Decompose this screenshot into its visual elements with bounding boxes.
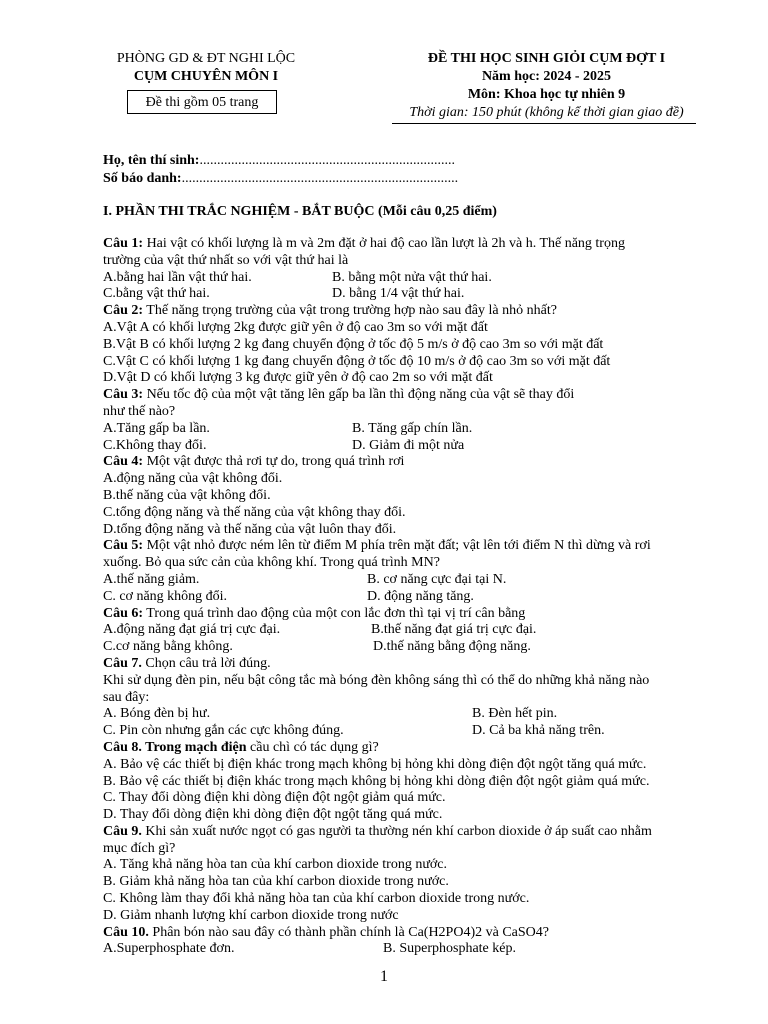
q6-option-d: D.thế năng bằng động năng. — [373, 639, 531, 655]
question-4 — [103, 454, 713, 471]
q5-line1: Một vật nhỏ được ném lên từ điểm M phía trên mặt đất; vật lên tới điểm N thì dừng và rơi — [143, 538, 651, 554]
student-id-line — [103, 170, 663, 188]
section-title: I. PHẦN THI TRẮC NGHIỆM - BẮT BUỘC (Mỗi câu 0,25 điểm) — [103, 204, 497, 219]
q3-option-d: D. Giảm đi một nửa — [352, 437, 465, 453]
q7-text: Chọn câu trả lời đúng. — [141, 655, 271, 671]
q6-text: Trong quá trình dao động của một con lắc đơn thì tại vị trí cân bằng — [143, 605, 526, 621]
q5-option-d: D. động năng tăng. — [367, 588, 474, 604]
q5-options-ab — [103, 572, 713, 589]
q3-option-b: B. Tăng gấp chín lần. — [352, 420, 473, 436]
q5-option-a: A.thế năng giảm. — [103, 571, 200, 587]
school-year: Năm học: 2024 - 2025 — [481, 69, 612, 84]
q4-option-d: D.tổng động năng và thế năng của vật luôn thay đổi. — [103, 521, 397, 537]
q10-text: Phân bón nào sau đây có thành phần chính là Ca(H2PO4)2 và CaSO4? — [148, 924, 549, 940]
question-3 — [103, 387, 713, 404]
q4-label: Câu 4: — [103, 454, 144, 470]
subject: Môn: Khoa học tự nhiên 9 — [467, 87, 626, 102]
q6-option-b: B.thế năng đạt giá trị cực đại. — [371, 622, 537, 638]
student-name-dots: ......................................................................... — [199, 153, 455, 168]
q9-option-a: A. Tăng khả năng hòa tan của khí carbon dioxide trong nước. — [103, 857, 448, 873]
student-id-label: Số báo danh: — [103, 171, 182, 186]
q3-options-ab — [103, 421, 713, 438]
q10-option-b: B. Superphosphate kép. — [383, 941, 516, 957]
header-left — [96, 50, 316, 86]
q2-option-b: B.Vật B có khối lượng 2 kg đang chuyển động ở tốc độ 5 m/s ở độ cao 3m so với mặt đất — [103, 336, 604, 352]
q1-options-ab — [103, 270, 713, 287]
q2-option-c: C.Vật C có khối lượng 1 kg đang chuyển động ở tốc độ 10 m/s ở độ cao 3m so với mặt đất — [103, 353, 611, 369]
duration: Thời gian: 150 phút (không kể thời gian giao đề) — [409, 105, 684, 120]
q1-option-a: A.bằng hai lần vật thứ hai. — [103, 269, 252, 285]
q7-label: Câu 7. — [103, 655, 142, 671]
q2-option-d: D.Vật D có khối lượng 3 kg được giữ yên ở độ cao 2m so với mặt đất — [103, 370, 493, 386]
q7-options-cd — [103, 723, 713, 740]
q6-options-cd — [103, 639, 713, 656]
q9-line2: mục đích gì? — [103, 840, 176, 856]
q1-option-d: D. bằng 1/4 vật thứ hai. — [332, 286, 465, 302]
exam-title: ĐỀ THI HỌC SINH GIỎI CỤM ĐỢT I — [427, 51, 666, 66]
q1-line2: trường của vật thứ nhất so với vật thứ hai là — [103, 252, 349, 268]
q1-options-cd — [103, 286, 713, 303]
header-divider — [392, 123, 696, 124]
q5-option-b: B. cơ năng cực đại tại N. — [367, 571, 507, 587]
q1-option-c: C.bằng vật thứ hai. — [103, 286, 210, 302]
q8-label: Câu 8. Trong mạch điện — [103, 739, 247, 755]
q3-options-cd — [103, 438, 713, 455]
unit-name: CỤM CHUYÊN MÔN I — [133, 69, 279, 84]
q7-option-c: C. Pin còn nhưng gắn các cực không đúng. — [103, 723, 344, 739]
q2-option-a: A.Vật A có khối lượng 2kg được giữ yên ở độ cao 3m so với mặt đất — [103, 319, 488, 335]
q8-option-d: D. Thay đổi dòng điện khi dòng điện đột ngột tăng quá mức. — [103, 807, 443, 823]
q2-text: Thế năng trọng trường của vật trong trường hợp nào sau đây là nhỏ nhất? — [143, 303, 557, 319]
q7-line1: Khi sử dụng đèn pin, nếu bật công tắc mà bóng đèn không sáng thì có thể do những khả năng nào — [103, 672, 650, 688]
question-7 — [103, 656, 713, 673]
q9-option-b: B. Giảm khả năng hòa tan của khí carbon dioxide trong nước. — [103, 874, 449, 890]
q9-option-c: C. Không làm thay đổi khả năng hòa tan của khí carbon dioxide trong nước. — [103, 891, 530, 907]
q6-option-a: A.động năng đạt giá trị cực đại. — [103, 622, 281, 638]
question-6 — [103, 606, 713, 623]
pages-note-box: Đề thi gồm 05 trang — [127, 90, 277, 114]
student-name-line — [103, 152, 663, 170]
q10-option-a: A.Superphosphate đơn. — [103, 941, 235, 957]
q5-options-cd — [103, 589, 713, 606]
q9-option-d: D. Giảm nhanh lượng khí carbon dioxide trong nước — [103, 907, 399, 923]
q5-line2: xuống. Bỏ qua sức cản của không khí. Trong quá trình MN? — [103, 555, 440, 571]
page-number: 1 — [380, 968, 388, 985]
question-5 — [103, 538, 713, 555]
q10-options-ab — [103, 941, 713, 958]
q7-option-a: A. Bóng đèn bị hư. — [103, 706, 211, 722]
q1-option-b: B. bằng một nửa vật thứ hai. — [332, 269, 492, 285]
question-2 — [103, 303, 713, 320]
questions-body — [103, 236, 713, 958]
q6-options-ab — [103, 622, 713, 639]
department-name: PHÒNG GD & ĐT NGHI LỘC — [116, 51, 296, 66]
q4-text: Một vật được thả rơi tự do, trong quá trình rơi — [143, 454, 405, 470]
q4-option-a: A.động năng của vật không đổi. — [103, 471, 283, 487]
q3-option-c: C.Không thay đổi. — [103, 437, 207, 453]
q7-option-b: B. Đèn hết pin. — [472, 706, 558, 722]
q10-label: Câu 10. — [103, 924, 149, 940]
header-right — [384, 50, 709, 122]
q9-label: Câu 9. — [103, 823, 142, 839]
student-name-label: Họ, tên thí sinh: — [103, 153, 200, 168]
q7-option-d: D. Cả ba khả năng trên. — [472, 723, 605, 739]
question-10 — [103, 925, 713, 942]
q3-line1: Nếu tốc độ của một vật tăng lên gấp ba lần thì động năng của vật sẽ thay đổi — [143, 387, 575, 403]
q3-option-a: A.Tăng gấp ba lần. — [103, 420, 210, 436]
q7-options-ab — [103, 706, 713, 723]
q1-line1: Hai vật có khối lượng là m và 2m đặt ở hai độ cao lần lượt là 2h và h. Thế năng trọng — [143, 236, 625, 251]
q2-label: Câu 2: — [103, 303, 144, 319]
q6-label: Câu 6: — [103, 605, 144, 621]
question-8 — [103, 740, 713, 757]
question-9 — [103, 824, 713, 841]
q1-label: Câu 1: — [103, 236, 144, 251]
student-id-dots: ............................................................................... — [181, 171, 459, 186]
q8-option-c: C. Thay đổi dòng điện khi dòng điện đột ngột giảm quá mức. — [103, 790, 446, 806]
q3-label: Câu 3: — [103, 387, 144, 403]
q8-text: cầu chì có tác dụng gì? — [246, 739, 379, 755]
q5-option-c: C. cơ năng không đổi. — [103, 588, 228, 604]
q6-option-c: C.cơ năng bằng không. — [103, 639, 233, 655]
q7-line2: sau đây: — [103, 689, 150, 705]
q3-line2: như thế nào? — [103, 403, 176, 419]
q8-option-b: B. Bảo vệ các thiết bị điện khác trong mạch không bị hỏng khi dòng điện đột ngột giảm quá mức. — [103, 773, 650, 789]
q8-option-a: A. Bảo vệ các thiết bị điện khác trong mạch không bị hỏng khi dòng điện đột ngột tăng quá mức. — [103, 756, 647, 772]
q4-option-c: C.tổng động năng và thế năng của vật không thay đổi. — [103, 504, 406, 520]
question-1 — [103, 236, 713, 253]
q4-option-b: B.thế năng của vật không đổi. — [103, 487, 271, 503]
q9-line1: Khi sản xuất nước ngọt có gas người ta thường nén khí carbon dioxide ở áp suất cao nhằm — [141, 823, 652, 839]
q5-label: Câu 5: — [103, 538, 144, 554]
